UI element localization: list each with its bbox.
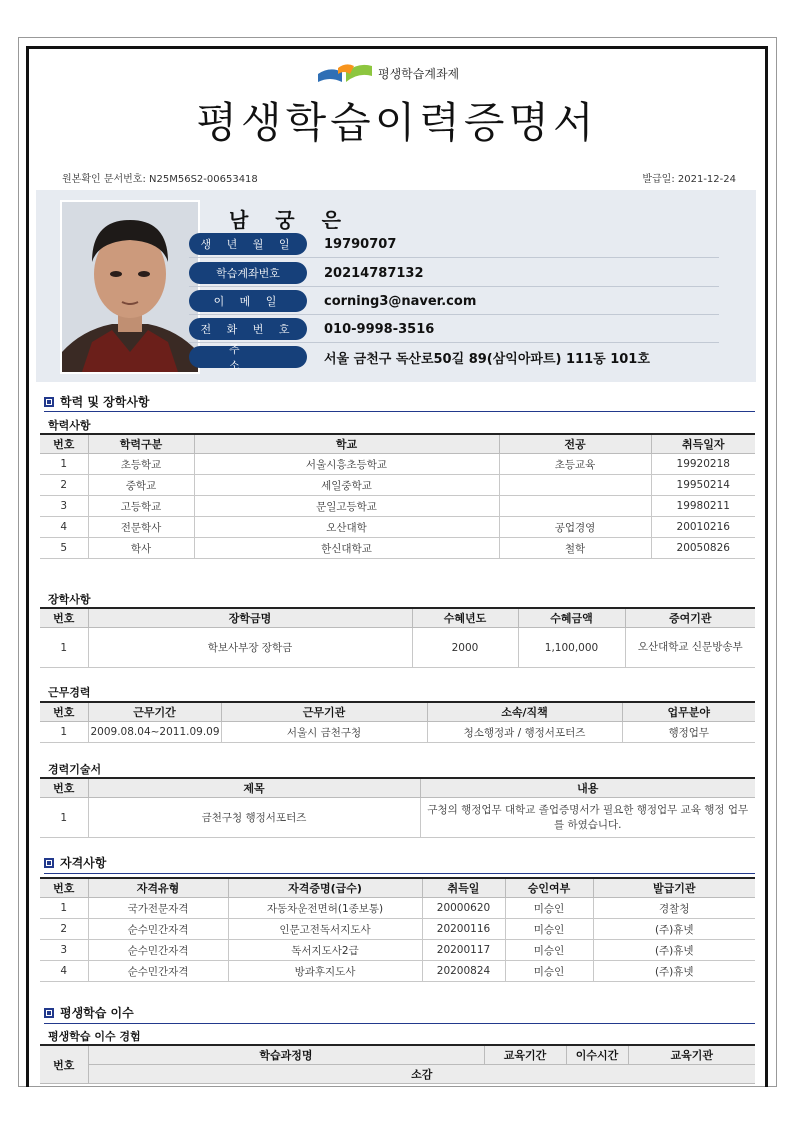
person-photo-icon — [62, 202, 198, 372]
person-name: 남 궁 은 — [229, 208, 351, 232]
table-cell: 서울시 금천구청 — [221, 722, 427, 743]
table-cell: 20050826 — [651, 538, 755, 559]
table-cell: 인문고전독서지도사 — [228, 919, 422, 940]
field-value: corning3@naver.com — [324, 293, 477, 309]
row-divider — [189, 257, 719, 258]
table-cell — [499, 496, 651, 517]
table-cell: 1 — [40, 798, 88, 838]
table-cell: 미승인 — [505, 898, 593, 919]
table-row — [40, 898, 755, 919]
table-cell: 학보사부장 장학금 — [88, 628, 412, 668]
table-cell: (주)휴넷 — [593, 940, 755, 961]
table-cell: 1 — [40, 454, 88, 475]
table-cell — [499, 475, 651, 496]
scholarship-table — [40, 607, 755, 668]
table-cell: 20010216 — [651, 517, 755, 538]
table-cell: 독서지도사2급 — [228, 940, 422, 961]
field-address — [189, 343, 650, 372]
table-cell: 2000 — [412, 628, 518, 668]
field-birthdate — [189, 233, 396, 255]
table-cell: 순수민간자격 — [88, 919, 228, 940]
column-header: 수혜년도 — [412, 608, 518, 628]
table-row — [40, 798, 755, 838]
column-header: 제목 — [88, 778, 420, 798]
column-header: 학교 — [194, 434, 499, 454]
field-value: 서울 금천구 독산로50길 89(삼익아파트) 111동 101호 — [324, 351, 650, 367]
column-header: 승인여부 — [505, 878, 593, 898]
brand-name: 평생학습계좌제 — [378, 66, 460, 81]
table-cell: 구청의 행정업무 대학교 졸업증명서가 필요한 행정업무 교육 행정 업무를 하였습니다. — [420, 798, 755, 838]
table-cell: 행정업무 — [622, 722, 755, 743]
experience-table — [40, 777, 755, 838]
table-cell: 문일고등학교 — [194, 496, 499, 517]
table-cell: 5 — [40, 538, 88, 559]
table-cell: (주)휴넷 — [593, 961, 755, 982]
table-cell: 1 — [40, 898, 88, 919]
section-title: 평생학습 이수 — [60, 1006, 134, 1020]
table-cell: 19950214 — [651, 475, 755, 496]
table-row — [40, 940, 755, 961]
page-title: 평생학습이력증명서 — [196, 98, 598, 147]
table-cell: 1,100,000 — [518, 628, 625, 668]
section-education-heading — [44, 393, 150, 410]
column-header: 번호 — [40, 702, 88, 722]
table-cell: 20200117 — [422, 940, 505, 961]
section-rule — [44, 1023, 755, 1024]
issue-date: 발급일: 2021-12-24 — [642, 174, 736, 185]
column-header: 업무분야 — [622, 702, 755, 722]
column-header: 교육기간 — [484, 1045, 566, 1065]
table-cell: 국가전문자격 — [88, 898, 228, 919]
column-header: 소감 — [88, 1065, 755, 1084]
table-cell: 세일중학교 — [194, 475, 499, 496]
table-header-row — [40, 434, 755, 454]
table-cell: 미승인 — [505, 940, 593, 961]
work-table — [40, 701, 755, 743]
column-header: 취득일 — [422, 878, 505, 898]
section-rule — [44, 873, 755, 874]
section-square-icon — [44, 1008, 54, 1018]
table-cell: 서울시흥초등학교 — [194, 454, 499, 475]
table-cell: (주)휴넷 — [593, 919, 755, 940]
table-header-row — [40, 1065, 755, 1084]
column-header: 학습과정명 — [88, 1045, 484, 1065]
field-value: 010-9998-3516 — [324, 321, 435, 337]
table-cell: 3 — [40, 496, 88, 517]
lifelong-table — [40, 1044, 755, 1084]
section-title: 자격사항 — [60, 856, 107, 870]
column-header: 증여기관 — [625, 608, 755, 628]
table-cell: 오산대학교 신문방송부 — [625, 628, 755, 668]
column-header: 번호 — [40, 1045, 88, 1084]
scholarship-subheading: 장학사항 — [48, 593, 91, 606]
table-cell: 19980211 — [651, 496, 755, 517]
table-cell: 1 — [40, 722, 88, 743]
table-cell: 중학교 — [88, 475, 194, 496]
column-header: 번호 — [40, 434, 88, 454]
table-cell: 순수민간자격 — [88, 961, 228, 982]
column-header: 근무기간 — [88, 702, 221, 722]
column-header: 번호 — [40, 878, 88, 898]
table-cell: 20200116 — [422, 919, 505, 940]
section-title: 학력 및 장학사항 — [60, 395, 150, 409]
section-lifelong-heading — [44, 1004, 134, 1021]
table-cell: 순수민간자격 — [88, 940, 228, 961]
table-cell: 4 — [40, 517, 88, 538]
table-cell: 철학 — [499, 538, 651, 559]
table-cell: 경찰청 — [593, 898, 755, 919]
table-cell: 20200824 — [422, 961, 505, 982]
column-header: 교육기관 — [628, 1045, 755, 1065]
table-row — [40, 475, 755, 496]
section-square-icon — [44, 858, 54, 868]
book-logo-icon — [316, 60, 374, 86]
column-header: 수혜금액 — [518, 608, 625, 628]
table-row — [40, 538, 755, 559]
column-header: 자격증명(급수) — [228, 878, 422, 898]
column-header: 전공 — [499, 434, 651, 454]
field-value: 19790707 — [324, 236, 397, 252]
field-value: 20214787132 — [324, 265, 424, 281]
table-row — [40, 628, 755, 668]
table-cell: 전문학사 — [88, 517, 194, 538]
table-cell: 고등학교 — [88, 496, 194, 517]
table-cell: 미승인 — [505, 961, 593, 982]
field-label: 전 화 번 호 — [189, 318, 307, 340]
table-header-row — [40, 608, 755, 628]
column-header: 장학금명 — [88, 608, 412, 628]
qualification-table — [40, 877, 755, 982]
table-header-row — [40, 702, 755, 722]
field-email — [189, 290, 476, 312]
column-header: 이수시간 — [566, 1045, 628, 1065]
table-cell: 19920218 — [651, 454, 755, 475]
table-row — [40, 961, 755, 982]
table-cell: 청소행정과 / 행정서포터즈 — [427, 722, 622, 743]
table-row — [40, 919, 755, 940]
lifelong-subheading: 평생학습 이수 경험 — [48, 1030, 141, 1043]
table-cell: 방과후지도사 — [228, 961, 422, 982]
work-subheading: 근무경력 — [48, 686, 91, 699]
section-square-icon — [44, 397, 54, 407]
table-cell: 오산대학 — [194, 517, 499, 538]
field-label: 생 년 월 일 — [189, 233, 307, 255]
table-row — [40, 517, 755, 538]
profile-photo — [60, 200, 200, 374]
table-header-row — [40, 1045, 755, 1065]
table-cell: 학사 — [88, 538, 194, 559]
column-header: 취득일자 — [651, 434, 755, 454]
field-account-number — [189, 262, 424, 284]
table-cell: 20000620 — [422, 898, 505, 919]
table-row — [40, 454, 755, 475]
table-cell: 한신대학교 — [194, 538, 499, 559]
column-header: 학력구분 — [88, 434, 194, 454]
brand — [316, 60, 459, 86]
table-cell: 미승인 — [505, 919, 593, 940]
table-cell: 1 — [40, 628, 88, 668]
section-rule — [44, 411, 755, 412]
field-label: 주 소 — [189, 346, 307, 368]
document-number: 원본확인 문서번호: N25M56S2-00653418 — [62, 174, 258, 185]
table-cell: 2 — [40, 919, 88, 940]
column-header: 번호 — [40, 608, 88, 628]
row-divider — [189, 314, 719, 315]
table-header-row — [40, 778, 755, 798]
field-label: 학습계좌번호 — [189, 262, 307, 284]
table-cell: 4 — [40, 961, 88, 982]
table-cell: 초등학교 — [88, 454, 194, 475]
table-cell: 초등교육 — [499, 454, 651, 475]
education-table — [40, 433, 755, 559]
experience-subheading: 경력기술서 — [48, 763, 102, 776]
field-label: 이 메 일 — [189, 290, 307, 312]
table-cell: 공업경영 — [499, 517, 651, 538]
table-header-row — [40, 878, 755, 898]
row-divider — [189, 286, 719, 287]
table-row — [40, 722, 755, 743]
education-subheading: 학력사항 — [48, 419, 91, 432]
column-header: 자격유형 — [88, 878, 228, 898]
table-row — [40, 496, 755, 517]
column-header: 번호 — [40, 778, 88, 798]
column-header: 소속/직책 — [427, 702, 622, 722]
table-cell: 자동차운전면허(1종보통) — [228, 898, 422, 919]
column-header: 근무기관 — [221, 702, 427, 722]
column-header: 발급기관 — [593, 878, 755, 898]
table-cell: 3 — [40, 940, 88, 961]
table-cell: 2009.08.04~2011.09.09 — [88, 722, 221, 743]
table-cell: 2 — [40, 475, 88, 496]
column-header: 내용 — [420, 778, 755, 798]
table-cell: 금천구청 행정서포터즈 — [88, 798, 420, 838]
section-qualification-heading — [44, 854, 106, 871]
field-phone — [189, 318, 434, 340]
